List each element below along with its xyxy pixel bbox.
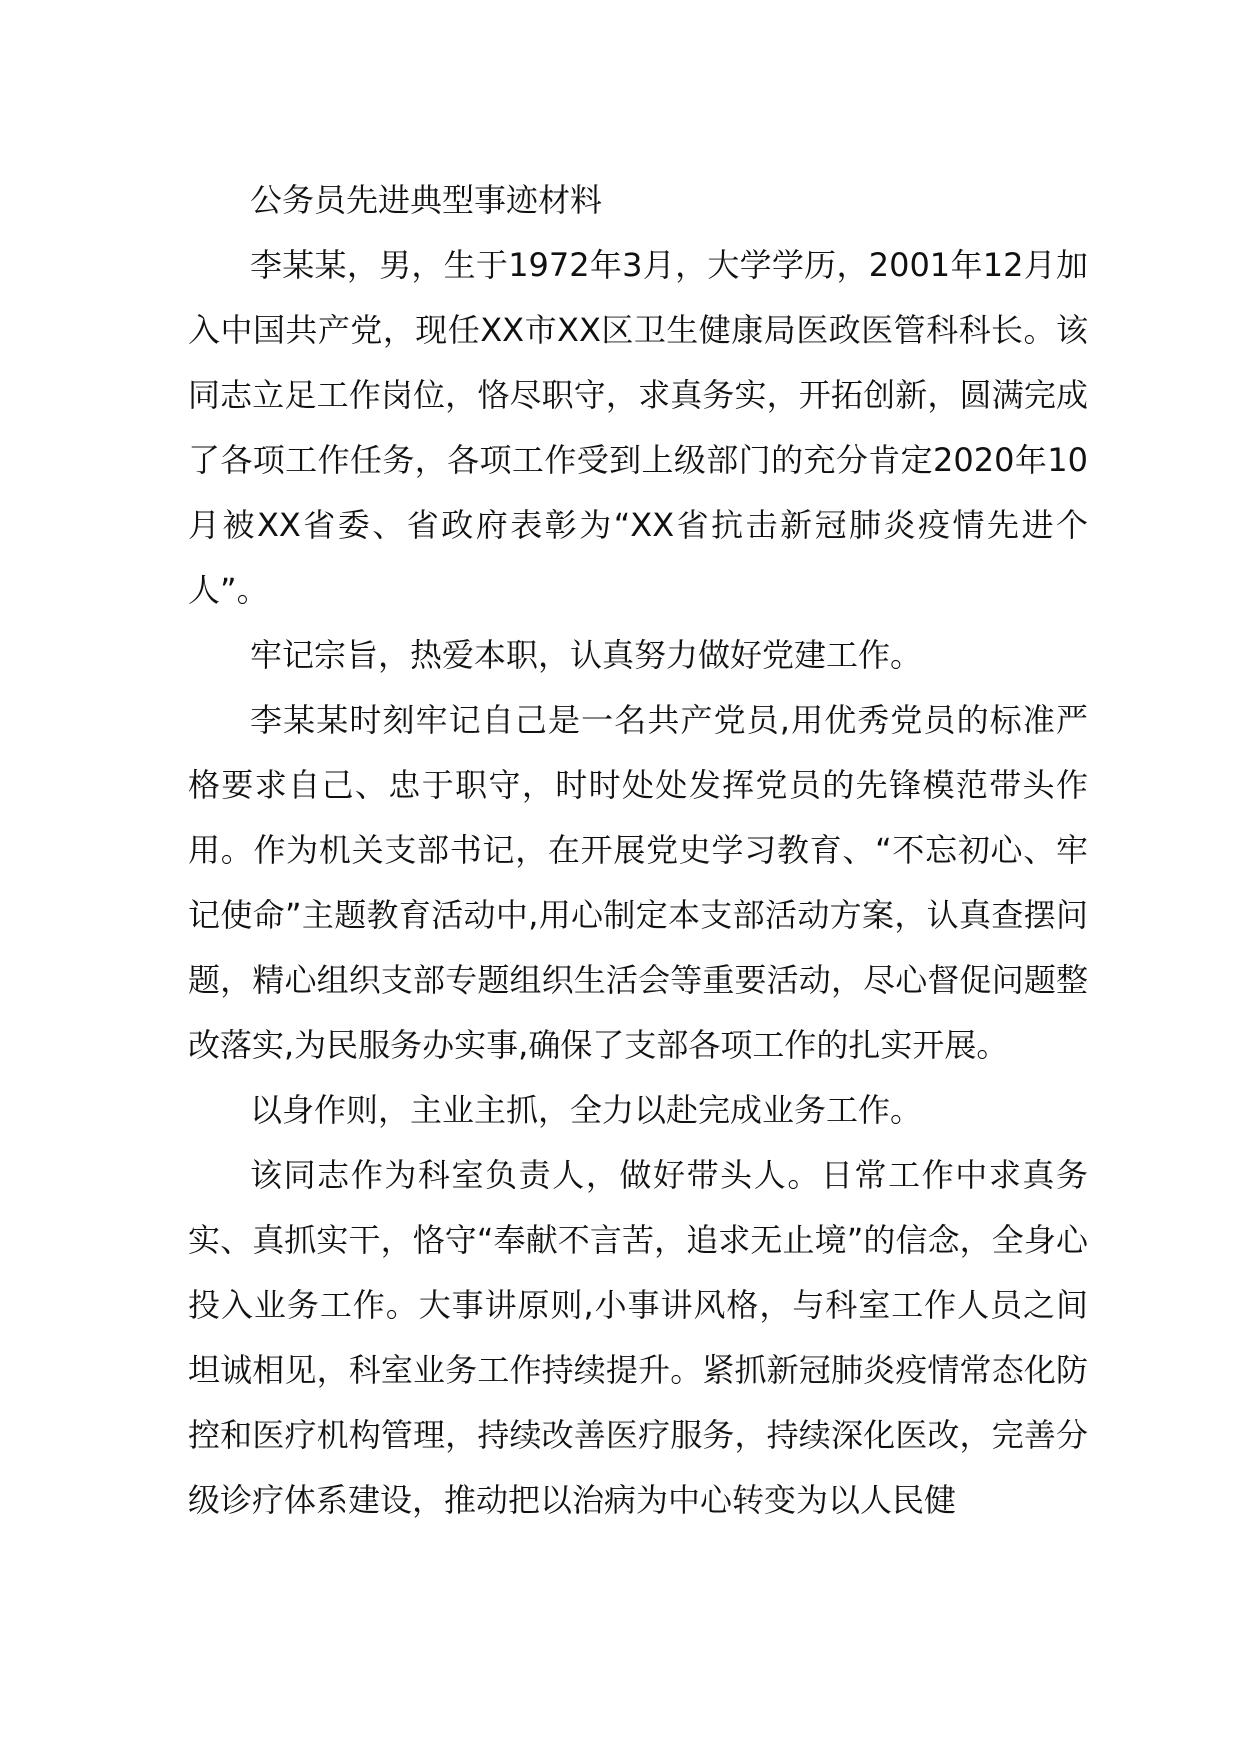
paragraph-profile: 李某某，男，生于1972年3月，大学学历，2001年12月加入中国共产党，现任XX市XX区卫生健康局医政医管科科长。该同志立足工作岗位，恪尽职守，求真务实，开拓创新，圆满完成了各项工作任务，各项工作受到上级部门的充分肯定2020年10月被XX省委、省政府表彰为“XX省抗击新冠肺炎疫情先进个人”。 [188,246,1088,609]
paragraph-business-work: 该同志作为科室负责人，做好带头人。日常工作中求真务实、真抓实干，恪守“奉献不言苦，追求无止境”的信念，全身心投入业务工作。大事讲原则,小事讲风格，与科室工作人员之间坦诚相见，科室业务工作持续提升。紧抓新冠肺炎疫情常态化防控和医疗机构管理，持续改善医疗服务，持续深化医改，完善分级诊疗体系建设，推动把以治病为中心转变为以人民健 [188,1156,1088,1519]
paragraph-party-building: 李某某时刻牢记自己是一名共产党员,用优秀党员的标准严格要求自己、忠于职守，时时处处发挥党员的先锋模范带头作用。作为机关支部书记，在开展党史学习教育、“不忘初心、牢记使命”主题教育活动中,用心制定本支部活动方案，认真查摆问题，精心组织支部专题组织生活会等重要活动，尽心督促问题整改落实,为民服务办实事,确保了支部各项工作的扎实开展。 [188,701,1088,1064]
section-heading-business-work: 以身作则，主业主抓，全力以赴完成业务工作。 [250,1091,923,1129]
section-heading-party-building: 牢记宗旨，热爱本职，认真努力做好党建工作。 [250,636,923,674]
document-body [188,168,1088,1533]
document-title: 公务员先进典型事迹材料 [250,181,603,219]
